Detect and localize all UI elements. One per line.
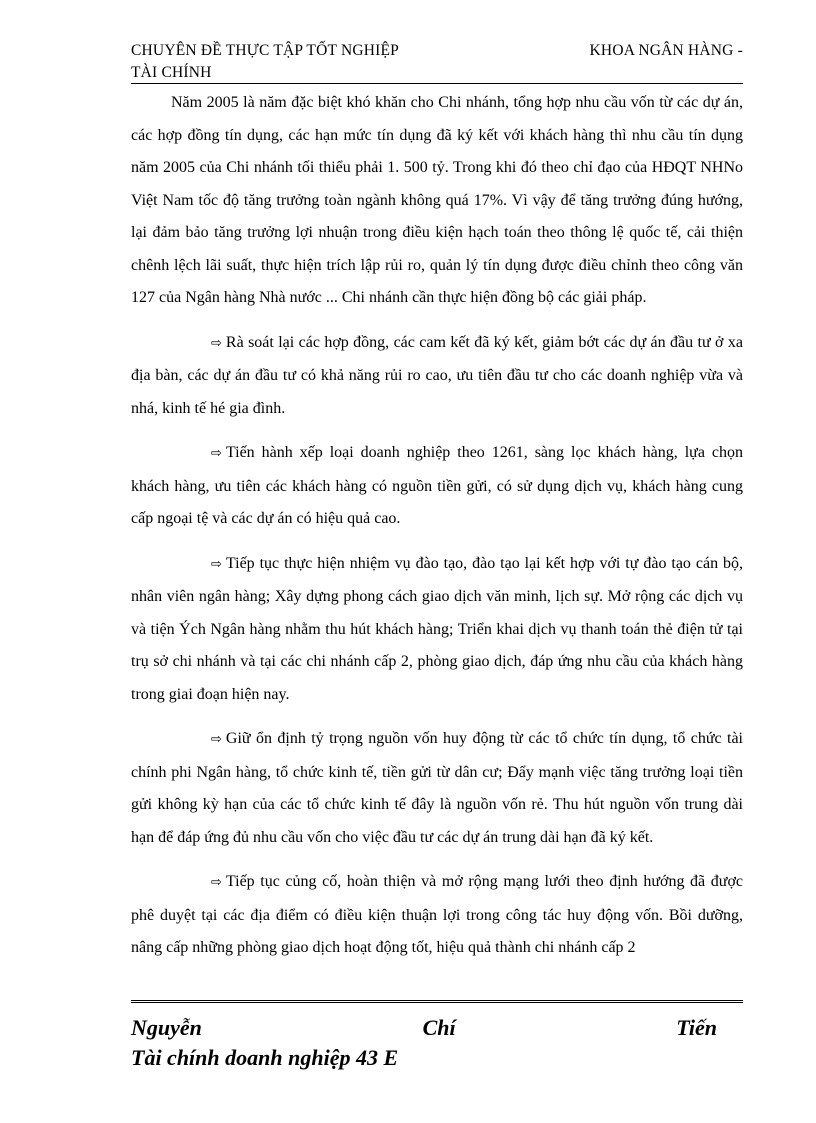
paragraph-text: Tiến hành xếp loại doanh nghiệp theo 1261, sàng lọc khách hàng, lựa chọn khách hàng, ưu tiên các khách hàng có nguồn tiền gửi, có sử dụng dịch vụ, khách hàng cung cấp ngoại tệ và các dự án có hiệu quả cao. (131, 444, 743, 527)
page-footer (131, 1013, 717, 1073)
document-body (131, 87, 743, 977)
author-name-part: Nguyễn (131, 1015, 202, 1040)
paragraph-text: Giữ ổn định tỷ trọng nguồn vốn huy động từ các tổ chức tín dụng, tổ chức tài chính phi Ngân hàng, tổ chức kinh tế, tiền gửi từ dân cư; Đẩy mạnh việc tăng trưởng loại tiền gửi không kỳ hạn của các tổ chức kinh tế đây là nguồn vốn rẻ. Thu hút nguồn vốn trung dài hạn để đáp ứng đủ nhu cầu vốn cho việc đầu tư các dự án trung dài hạn đã ký kết. (131, 730, 743, 846)
header-second-line: TÀI CHÍNH (131, 64, 212, 81)
paragraph-bullet (131, 327, 743, 426)
paragraph-intro (131, 87, 743, 315)
paragraph-bullet (131, 548, 743, 712)
header-row (131, 40, 743, 62)
paragraph-text: Năm 2005 là năm đặc biệt khó khăn cho Chi nhánh, tổng hợp nhu cầu vốn từ các dự án, các hợp đồng tín dụng, các hạn mức tín dụng đã ký kết với khách hàng thì nhu cầu tín dụng năm 2005 của Chi nhánh tối thiểu phải 1. 500 tỷ. Trong khi đó theo chỉ đạo của HĐQT NHNo Việt Nam tốc độ tăng trưởng toàn ngành không quá 17%. Vì vậy để tăng trưởng đúng hướng, lại đảm bảo tăng trưởng lợi nhuận trong điều kiện hạch toán theo thông lệ quốc tế, cải thiện chênh lệch lãi suất, thực hiện trích lập rủi ro, quản lý tín dụng được điều chỉnh theo công văn 127 của Ngân hàng Nhà nước ... Chi nhánh cần thực hiện đồng bộ các giải pháp. (131, 94, 743, 306)
header-divider (131, 83, 743, 84)
footer-divider (131, 1000, 743, 1005)
author-class: Tài chính doanh nghiệp 43 E (131, 1045, 399, 1070)
arrow-right-icon: ⇨ (211, 732, 222, 747)
arrow-right-icon: ⇨ (211, 875, 222, 890)
paragraph-text: Tiếp tục củng cố, hoàn thiện và mở rộng mạng lưới theo định hướng đã được phê duyệt tại các địa điểm có điều kiện thuận lợi trong công tác huy động vốn. Bồi dưỡng, nâng cấp những phòng giao dịch hoạt động tốt, hiệu quả thành chi nhánh cấp 2 (131, 873, 743, 956)
author-name-part: Tiến (676, 1015, 717, 1040)
author-name (131, 1013, 717, 1043)
paragraph-text: Rà soát lại các hợp đồng, các cam kết đã ký kết, giảm bớt các dự án đầu tư ở xa địa bàn, các dự án đầu tư có khả năng rủi ro cao, ưu tiên đầu tư cho các doanh nghiệp vừa và nhá, kinh tế hé gia đình. (131, 333, 743, 417)
arrow-right-icon: ⇨ (211, 556, 222, 572)
paragraph-text: Tiếp tục thực hiện nhiệm vụ đào tạo, đào tạo lại kết hợp với tự đào tạo cán bộ, nhân viên ngân hàng; Xây dựng phong cách giao dịch văn minh, lịch sự. Mở rộng các dịch vụ và tiện Ých Ngân hàng nhằm thu hút khách hàng; Triển khai dịch vụ thanh toán thẻ điện tử tại trụ sở chi nhánh và tại các chi nhánh cấp 2, phòng giao dịch, đáp ứng nhu cầu của khách hàng trong giai đoạn hiện nay. (131, 554, 743, 703)
paragraph-bullet (131, 866, 743, 965)
header-right-title: KHOA NGÂN HÀNG - (589, 42, 743, 59)
author-name-part: Chí (422, 1015, 456, 1040)
paragraph-bullet (131, 723, 743, 854)
arrow-right-icon: ⇨ (211, 335, 222, 351)
header-left-title: CHUYÊN ĐỀ THỰC TẬP TỐT NGHIỆP (131, 42, 399, 59)
page-header (131, 40, 743, 84)
arrow-right-icon: ⇨ (211, 446, 222, 461)
paragraph-bullet (131, 437, 743, 536)
